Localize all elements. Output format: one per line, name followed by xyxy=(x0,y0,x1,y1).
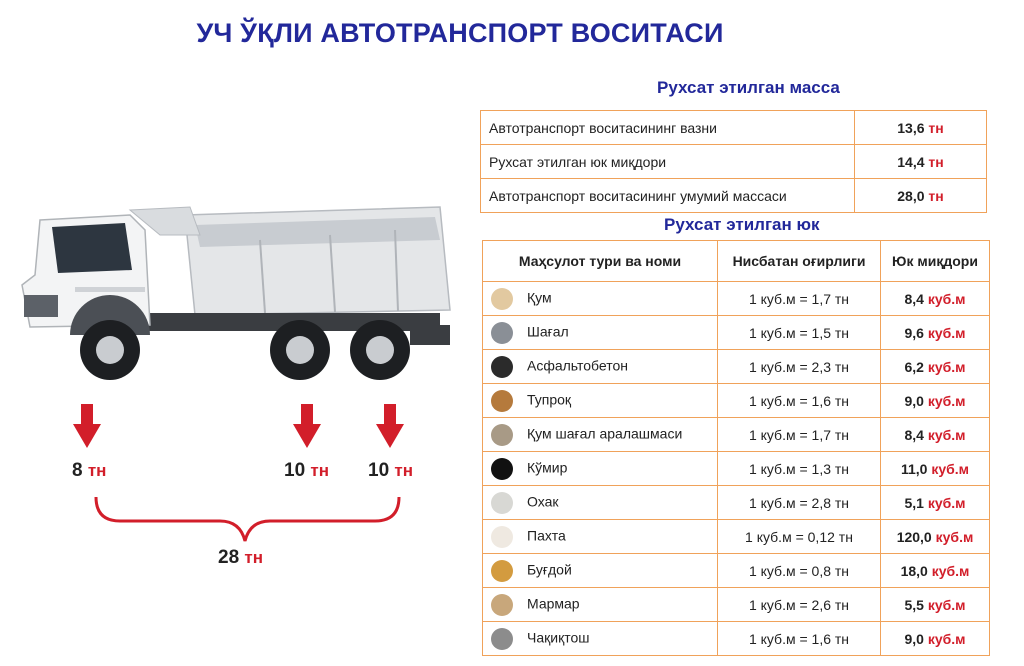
cargo-name-cell xyxy=(483,588,718,622)
cargo-ratio: 1 куб.м = 1,7 тн xyxy=(718,418,881,452)
cargo-amount-cell xyxy=(881,384,990,418)
mass-row xyxy=(481,111,987,145)
cargo-row xyxy=(483,452,990,486)
cargo-name: Шағал xyxy=(527,323,569,340)
cargo-name: Қум шағал аралашмаси xyxy=(527,425,683,442)
cargo-section-title: Рухсат этилган юк xyxy=(664,215,820,234)
cargo-amount: 9,0 xyxy=(904,392,924,409)
cargo-row xyxy=(483,486,990,520)
cargo-name-cell xyxy=(483,486,718,520)
cargo-amount: 9,0 xyxy=(904,630,924,647)
mass-value xyxy=(855,179,987,213)
mass-number: 14,4 xyxy=(897,153,925,170)
cargo-ratio: 1 куб.м = 1,5 тн xyxy=(718,316,881,350)
cargo-name-cell xyxy=(483,452,718,486)
mass-section-title: Рухсат этилган масса xyxy=(657,78,840,97)
cargo-ratio: 1 куб.м = 1,7 тн xyxy=(718,282,881,316)
cargo-material-icon xyxy=(491,288,513,310)
cargo-amount: 8,4 xyxy=(904,290,924,307)
cargo-ratio: 1 куб.м = 2,3 тн xyxy=(718,350,881,384)
cargo-ratio: 1 куб.м = 2,8 тн xyxy=(718,486,881,520)
cargo-name-cell xyxy=(483,350,718,384)
cargo-row xyxy=(483,554,990,588)
cargo-unit: куб.м xyxy=(935,528,974,545)
cargo-unit: куб.м xyxy=(927,630,966,647)
cargo-name: Қум xyxy=(527,289,552,306)
cargo-name-cell xyxy=(483,316,718,350)
cargo-name: Тупроқ xyxy=(527,391,572,408)
cargo-material-icon xyxy=(491,594,513,616)
cargo-name: Асфальтобетон xyxy=(527,357,629,374)
cargo-material-icon xyxy=(491,492,513,514)
cargo-amount: 5,1 xyxy=(904,494,924,511)
cargo-amount-cell xyxy=(881,554,990,588)
cargo-name: Мармар xyxy=(527,595,580,612)
cargo-amount-cell xyxy=(881,316,990,350)
cargo-material-icon xyxy=(491,390,513,412)
rear-axle-arrow-icon xyxy=(376,404,404,450)
cargo-row xyxy=(483,520,990,554)
mass-unit: тн xyxy=(928,187,944,204)
header-name: Маҳсулот тури ва номи xyxy=(483,241,718,282)
cargo-name-cell xyxy=(483,384,718,418)
cargo-name-cell xyxy=(483,520,718,554)
mass-number: 13,6 xyxy=(897,119,925,136)
cargo-amount-cell xyxy=(881,418,990,452)
cargo-amount-cell xyxy=(881,622,990,656)
mass-row xyxy=(481,145,987,179)
cargo-ratio: 1 куб.м = 1,6 тн xyxy=(718,622,881,656)
cargo-material-icon xyxy=(491,560,513,582)
cargo-amount-cell xyxy=(881,282,990,316)
cargo-name: Пахта xyxy=(527,527,566,544)
cargo-material-icon xyxy=(491,424,513,446)
cargo-amount-cell xyxy=(881,520,990,554)
cargo-row xyxy=(483,588,990,622)
mass-unit: тн xyxy=(928,119,944,136)
mass-table xyxy=(480,110,987,213)
cargo-material-icon xyxy=(491,526,513,548)
cargo-row xyxy=(483,316,990,350)
cargo-unit: куб.м xyxy=(927,290,966,307)
cargo-amount: 18,0 xyxy=(900,562,928,579)
mass-number: 28,0 xyxy=(897,187,925,204)
cargo-ratio: 1 куб.м = 2,6 тн xyxy=(718,588,881,622)
cargo-unit: куб.м xyxy=(927,426,966,443)
middle-axle-load: 10 тн xyxy=(284,460,330,481)
cargo-unit: куб.м xyxy=(927,392,966,409)
cargo-material-icon xyxy=(491,628,513,650)
cargo-name-cell xyxy=(483,622,718,656)
cargo-amount-cell xyxy=(881,486,990,520)
cargo-name-cell xyxy=(483,418,718,452)
cargo-name: Кўмир xyxy=(527,459,568,476)
mass-value xyxy=(855,145,987,179)
cargo-unit: куб.м xyxy=(927,596,966,613)
cargo-header-row xyxy=(483,241,990,282)
mass-row xyxy=(481,179,987,213)
cargo-amount: 6,2 xyxy=(904,358,924,375)
mass-unit: тн xyxy=(928,153,944,170)
cargo-material-icon xyxy=(491,458,513,480)
mass-label: Автотранспорт воситасининг вазни xyxy=(481,111,855,145)
cargo-name-cell xyxy=(483,282,718,316)
cargo-unit: куб.м xyxy=(931,562,970,579)
cargo-amount-cell xyxy=(881,350,990,384)
cargo-amount: 8,4 xyxy=(904,426,924,443)
cargo-name-cell xyxy=(483,554,718,588)
dump-truck-image xyxy=(10,195,460,395)
cargo-ratio: 1 куб.м = 1,6 тн xyxy=(718,384,881,418)
middle-axle-arrow-icon xyxy=(293,404,321,450)
header-ratio: Нисбатан оғирлиги xyxy=(718,241,881,282)
cargo-amount: 9,6 xyxy=(904,324,924,341)
cargo-ratio: 1 куб.м = 0,12 тн xyxy=(718,520,881,554)
mass-label: Рухсат этилган юк миқдори xyxy=(481,145,855,179)
cargo-material-icon xyxy=(491,322,513,344)
cargo-amount-cell xyxy=(881,452,990,486)
total-brace xyxy=(90,495,410,545)
cargo-amount: 11,0 xyxy=(900,460,928,477)
cargo-amount: 120,0 xyxy=(896,528,932,545)
cargo-unit: куб.м xyxy=(927,324,966,341)
cargo-table xyxy=(482,240,990,656)
front-axle-load: 8 тн xyxy=(72,460,107,481)
cargo-amount: 5,5 xyxy=(904,596,924,613)
cargo-row xyxy=(483,282,990,316)
header-amount: Юк миқдори xyxy=(881,241,990,282)
cargo-amount-cell xyxy=(881,588,990,622)
cargo-unit: куб.м xyxy=(931,460,970,477)
front-axle-arrow-icon xyxy=(73,404,101,450)
cargo-row xyxy=(483,384,990,418)
cargo-ratio: 1 куб.м = 1,3 тн xyxy=(718,452,881,486)
cargo-row xyxy=(483,418,990,452)
cargo-material-icon xyxy=(491,356,513,378)
cargo-name: Чақиқтош xyxy=(527,629,590,646)
cargo-row xyxy=(483,350,990,384)
rear-axle-load: 10 тн xyxy=(368,460,414,481)
page-title: УЧ ЎҚЛИ АВТОТРАНСПОРТ ВОСИТАСИ xyxy=(196,18,724,48)
total-load: 28 тн xyxy=(218,547,264,568)
mass-value xyxy=(855,111,987,145)
cargo-unit: куб.м xyxy=(927,494,966,511)
cargo-row xyxy=(483,622,990,656)
cargo-unit: куб.м xyxy=(927,358,966,375)
cargo-name: Буғдой xyxy=(527,561,572,578)
cargo-ratio: 1 куб.м = 0,8 тн xyxy=(718,554,881,588)
mass-label: Автотранспорт воситасининг умумий массаси xyxy=(481,179,855,213)
cargo-name: Охак xyxy=(527,493,559,510)
